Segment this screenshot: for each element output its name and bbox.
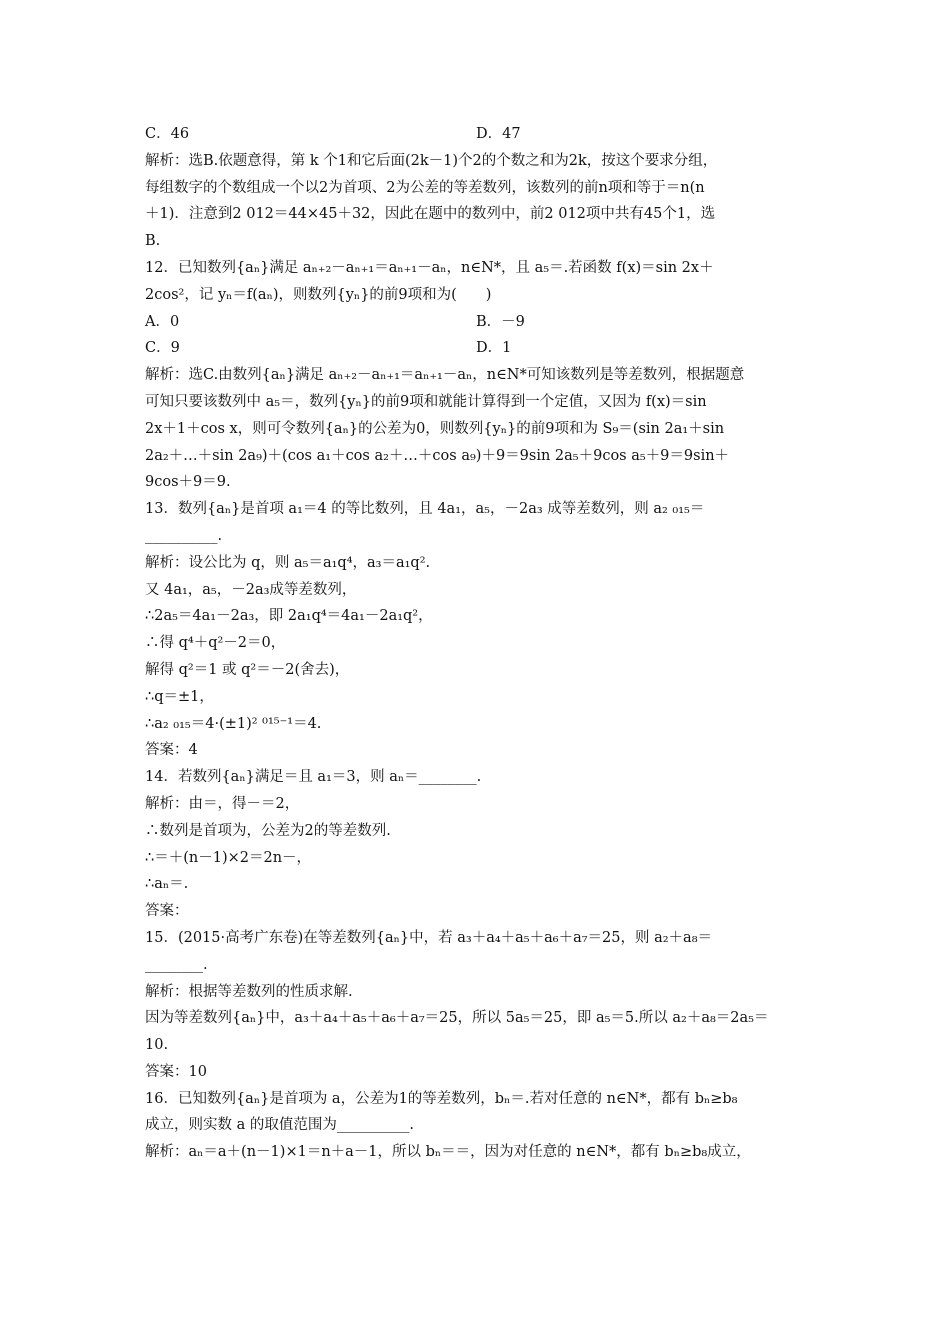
text-line: 13．数列{aₙ}是首项 a₁＝4 的等比数列，且 4a₁，a₅，－2a₃ 成等差数列，则 a₂ ₀₁₅＝ — [145, 501, 705, 518]
text-line: 解析：aₙ＝a＋(n－1)×1＝n＋a－1，所以 bₙ＝＝，因为对任意的 n∈N*，都有 bₙ≥b₈成立， — [145, 1144, 751, 1161]
text-line: 答案：4 — [145, 742, 198, 759]
text-line: 解析：选B.依题意得，第 k 个1和它后面(2k－1)个2的个数之和为2k，按这个要求分组， — [145, 152, 718, 169]
text-line: 16．已知数列{aₙ}是首项为 a，公差为1的等差数列，bₙ＝.若对任意的 n∈N*，都有 bₙ≥b₈ — [145, 1090, 738, 1107]
text-line: ∴aₙ＝. — [145, 876, 189, 893]
option-left: A．0 — [145, 313, 180, 330]
text-line: 又 4a₁，a₅，－2a₃成等差数列， — [145, 581, 357, 598]
text-line: 解得 q²＝1 或 q²＝－2(舍去)， — [145, 661, 350, 678]
text-line: ∴a₂ ₀₁₅＝4·(±1)² ⁰¹⁵⁻¹＝4. — [145, 715, 322, 732]
option-right: D．1 — [476, 340, 512, 357]
text-line: 2cos²，记 yₙ＝f(aₙ)，则数列{yₙ}的前9项和为( ) — [145, 286, 492, 303]
text-line: 9cos＋9＝9. — [145, 474, 231, 491]
text-line: 14．若数列{aₙ}满足＝且 a₁＝3，则 aₙ＝________. — [145, 769, 482, 786]
text-line: 12．已知数列{aₙ}满足 aₙ₊₂－aₙ₊₁＝aₙ₊₁－aₙ，n∈N*，且 a₅＝.若函数 f(x)＝sin 2x＋ — [145, 259, 714, 276]
text-line: 解析：由＝，得－＝2， — [145, 795, 300, 812]
text-line: ∴q＝±1， — [145, 688, 214, 705]
text-line: 每组数字的个数组成一个以2为首项、2为公差的等差数列，该数列的前n项和等于＝n(n — [145, 179, 705, 196]
option-row — [145, 335, 807, 362]
text-line: B. — [145, 233, 161, 250]
option-right: B．－9 — [476, 313, 525, 330]
option-left: C．46 — [145, 126, 190, 142]
text-line: 10. — [145, 1037, 169, 1054]
text-line: ∴＝＋(n－1)×2＝2n－， — [145, 849, 312, 866]
text-line: 解析：选C.由数列{aₙ}满足 aₙ₊₂－aₙ₊₁＝aₙ₊₁－aₙ，n∈N*可知该数列是等差数列，根据题意 — [145, 367, 745, 384]
text-line: 解析：根据等差数列的性质求解. — [145, 983, 353, 1000]
text-line: 答案： — [145, 903, 189, 920]
option-right: D．47 — [476, 126, 521, 142]
text-line: 15．(2015·高考广东卷)在等差数列{aₙ}中，若 a₃＋a₄＋a₅＋a₆＋a₇＝25，则 a₂＋a₈＝ — [145, 929, 713, 946]
text-line: ∴2a₅＝4a₁－2a₃，即 2a₁q⁴＝4a₁－2a₁q²， — [145, 608, 433, 625]
option-row — [145, 121, 807, 148]
text-line: 2a₂＋…＋sin 2a₉)＋(cos a₁＋cos a₂＋…＋cos a₉)＋9＝9sin 2a₅＋9cos a₅＋9＝9sin＋ — [145, 447, 730, 464]
text-line: ∴数列是首项为，公差为2的等差数列. — [145, 822, 391, 839]
text-line: ＋1)．注意到2 012＝44×45＋32，因此在题中的数列中，前2 012项中共有45个1，选 — [145, 206, 716, 223]
document-page — [145, 121, 807, 1166]
text-line: ∴得 q⁴＋q²－2＝0， — [145, 635, 286, 652]
text-line: 因为等差数列{aₙ}中，a₃＋a₄＋a₅＋a₆＋a₇＝25，所以 5a₅＝25，即 a₅＝5.所以 a₂＋a₈＝2a₅＝ — [145, 1010, 769, 1027]
text-line: ________. — [145, 956, 208, 973]
text-line: 答案：10 — [145, 1063, 207, 1080]
option-row — [145, 309, 807, 336]
text-line: 成立，则实数 a 的取值范围为__________. — [145, 1117, 414, 1134]
text-line: 解析：设公比为 q，则 a₅＝a₁q⁴，a₃＝a₁q². — [145, 554, 431, 571]
text-line: 可知只要该数列中 a₅＝，数列{yₙ}的前9项和就能计算得到一个定值，又因为 f(x)＝sin — [145, 393, 707, 410]
option-left: C．9 — [145, 340, 180, 357]
text-line: __________. — [145, 527, 223, 544]
text-line: 2x＋1＋cos x，则可令数列{aₙ}的公差为0，则数列{yₙ}的前9项和为 S₉＝(sin 2a₁＋sin — [145, 420, 725, 437]
